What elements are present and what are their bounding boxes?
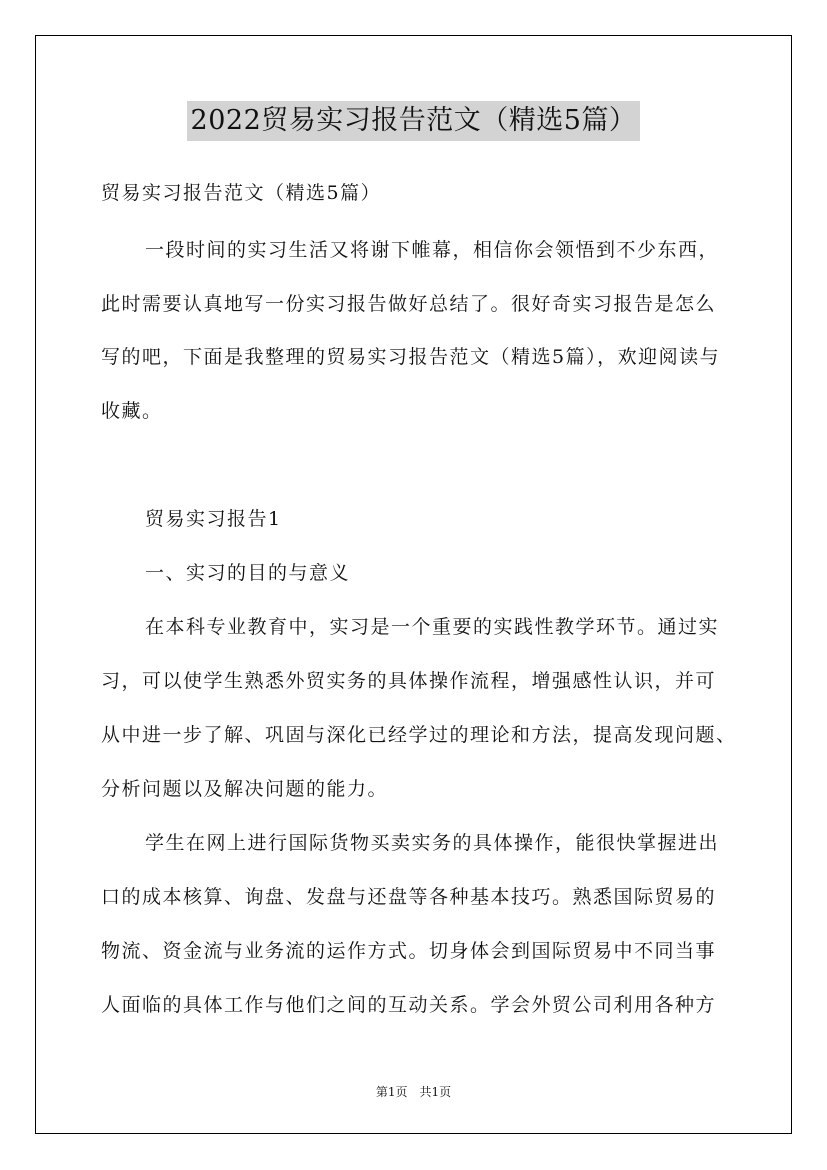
paragraph-line: 口的成本核算、询盘、发盘与还盘等各种基本技巧。熟悉国际贸易的	[101, 886, 717, 908]
paragraph-line: 习，可以使学生熟悉外贸实务的具体操作流程，增强感性认识，并可	[101, 670, 717, 692]
paragraph-line: 收藏。	[101, 400, 163, 422]
paragraph-line: 物流、资金流与业务流的运作方式。切身体会到国际贸易中不同当事	[101, 940, 717, 962]
paragraph-line: 写的吧，下面是我整理的贸易实习报告范文（精选5篇），欢迎阅读与	[101, 346, 721, 368]
title-container	[0, 101, 827, 141]
section-heading: 贸易实习报告1	[145, 508, 282, 530]
paragraph-line: 一段时间的实习生活又将谢下帷幕，相信你会领悟到不少东西，	[145, 239, 720, 261]
paragraph-line: 此时需要认真地写一份实习报告做好总结了。很好奇实习报告是怎么	[101, 293, 717, 315]
paragraph-line: 学生在网上进行国际货物买卖实务的具体操作，能很快掌握进出	[145, 832, 720, 854]
document-title: 2022贸易实习报告范文（精选5篇）	[187, 101, 641, 141]
paragraph-line: 从中进一步了解、巩固与深化已经学过的理论和方法，提高发现问题、	[101, 724, 737, 746]
page-footer: 第1页 共1页	[375, 1085, 452, 1099]
paragraph-line: 贸易实习报告范文（精选5篇）	[101, 182, 382, 204]
paragraph-line: 分析问题以及解决问题的能力。	[101, 778, 389, 800]
paragraph-line: 在本科专业教育中，实习是一个重要的实践性教学环节。通过实	[145, 616, 720, 638]
paragraph-line: 人面临的具体工作与他们之间的互动关系。学会外贸公司利用各种方	[101, 994, 717, 1016]
subsection-heading: 一、实习的目的与意义	[145, 562, 351, 584]
